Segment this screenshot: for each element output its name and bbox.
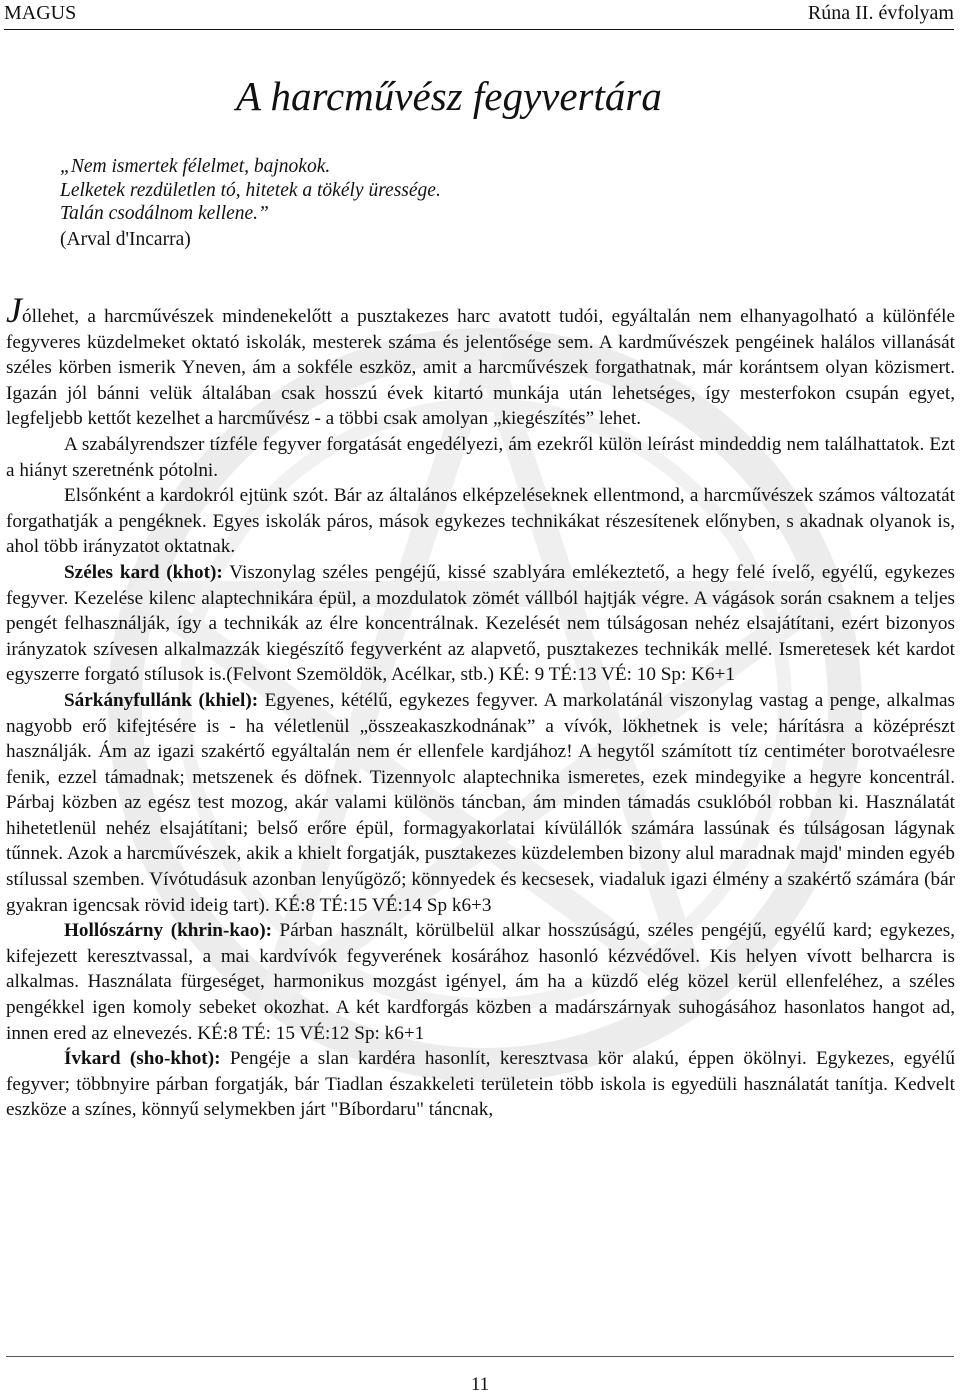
weapon-entry-khiel: [6, 688, 955, 918]
epigraph-attribution: (Arval d'Incarra): [60, 228, 191, 250]
epigraph-line: Lelketek rezdületlen tó, hitetek a tökély üressége.: [60, 179, 441, 201]
page-number: 11: [470, 1374, 490, 1395]
epigraph-line: „Nem ismertek félelmet, bajnokok.: [60, 156, 331, 177]
weapon-entry-khrin-kao: [6, 918, 955, 1046]
drop-cap: J: [6, 290, 22, 330]
weapon-description: Pengéje a slan kardéra hasonlít, keresztvasa kör alakú, éppen ökölnyi. Egykezes, egyélű fegyver; többnyire párban forgatják, bár Tiadlan északkeleti területein több iskola is egyedüli használatát tanítja. Kedvelt eszköze a színes, könnyű selymekben járt "Bíbordaru" táncnak,: [6, 1048, 955, 1121]
paragraph: A szabályrendszer tízféle fegyver forgatását engedélyezi, ám ezekről külön leírást mindeddig nem találhattatok. Ezt a hiányt szeretnénk pótolni.: [6, 433, 955, 481]
intro-text: óllehet, a harcművészek mindenekelőtt a pusztakezes harc avatott tudói, egyáltalán nem elhanyagolható a különféle fegyveres küzdelmeket oktató iskolák, mesterek száma és jelentősége sem. A kardművészek pengéinek halálos villanását széles körben ismerik Yneven, ám a sokféle eszköz, amit a harcművészek forgathatnak, már korántsem olyan közismert. Igazán jól bánni velük általában csak hosszú évek kitartó munkája után lehetséges, így mesterfokon csupán egyet, legfeljebb kettőt kezelhet a harcművész - a többi csak amolyan „kiegészítés” lehet.: [6, 306, 955, 430]
intro-paragraph: [6, 290, 955, 432]
running-header: [4, 0, 954, 30]
article-body: [6, 290, 956, 1123]
weapon-description: Viszonylag széles pengéjű, kissé szablyára emlékeztető, a hegy felé ívelő, egyélű, egykezes fegyver. Kezelése kilenc alaptechnikára épül, a mozdulatok zömét vállból hajtják végre. A vágások során csaknem a teljes pengét felhasználják, így a technikák az élre koncentrálnak. Kezelését nem túlságosan nehéz elsajátítani, ezért bizonyos irányzatok szívesen alkalmazzák kiegészítő fegyverként az alapvető, pusztakezes technikák mellé. Ismeretesek két kardot egyszerre forgató stílusok is.(Felvont Szemöldök, Acélkar, stb.) KÉ: 9 TÉ:13 VÉ: 10 Sp: K6+1: [6, 561, 956, 686]
weapon-name: Hollószárny (khrin-kao):: [64, 920, 272, 942]
header-rule: [4, 29, 954, 30]
weapon-name: Ívkard (sho-khot):: [64, 1048, 221, 1070]
weapon-description: Párban használt, körülbelül alkar hosszúságú, széles pengéjű, egyélű kard; egykezes, kifejezett keresztvassal, a mai kardvívók fegyverének kosárához hasonló kézvédővel. Kis helyen vívott belharcra is alkalmas. Használata fürgeséget, harmonikus mozgást igényel, ám ha a küzdő elég közel kerül ellenfeléhez, a széles pengékkel igen komoly sebeket okozhat. A két kardforgás közben a madárszárnyak suhogásához hasonlatos hangot ad, innen ered az elnevezés. KÉ:8 TÉ: 15 VÉ:12 Sp: k6+1: [6, 920, 955, 1044]
weapon-entry-khot: [6, 560, 955, 688]
header-issue: Rúna II. évfolyam: [807, 2, 954, 24]
weapon-name: Széles kard (khot):: [64, 561, 223, 583]
weapon-name: Sárkányfullánk (khiel):: [64, 689, 259, 711]
epigraph: [60, 155, 441, 251]
weapon-description: Egyenes, kétélű, egykezes fegyver. A markolatánál viszonylag vastag a penge, alkalmas nagyobb erő kifejtésére is - ha véletlenül „összeakaszkodnának” a vívók, lökhetnek is vele; hárításra a középrészt használják. Ám az igazi szakértő egyáltalán nem ér ellenfele kardjához! A hegytől számított tíz centiméter borotvaélesre fenik, ezzel támadnak; metszenek és döfnek. Tizennyolc alaptechnika ismeretes, ezek mindegyike a hegyre koncentrál. Párbaj közben az egész test mozog, akár valami különös táncban, ám minden támadás csuklóból robban ki. Használatát hihetetlenül nehéz elsajátítani; belső erőre épül, formagyakorlatai kívülállók számára lassúnak és túlságosan lágynak tűnnek. Azok a harcművészek, akik a khielt forgatják, pusztakezes küzdelemben bizony alul maradnak majd' minden egyéb stílussal szemben. Vívótudásuk azonban lenyűgöző; könnyedek és kecsesek, viadaluk igazi élmény a szakértő számára (bár gyakran igencsak rövid ideig tart). KÉ:8 TÉ:15 VÉ:14 Sp k6+3: [6, 689, 955, 916]
footer-rule: [6, 1356, 954, 1357]
weapon-entry-sho-khot: [6, 1046, 955, 1123]
header-magazine: MAGUS: [4, 2, 77, 24]
epigraph-line: Talán csodálnom kellene.”: [60, 203, 269, 224]
paragraph: Elsőnként a kardokról ejtünk szót. Bár az általános elképzeléseknek ellentmond, a harcművészek számos változatát forgathatják a pengéknek. Egyes iskolák páros, mások egykezes technikákat részesítenek előnyben, s akadnak olyanok is, ahol több irányzatot oktatnak.: [6, 485, 955, 558]
article-title: A harcművész fegyvertára: [236, 73, 662, 119]
